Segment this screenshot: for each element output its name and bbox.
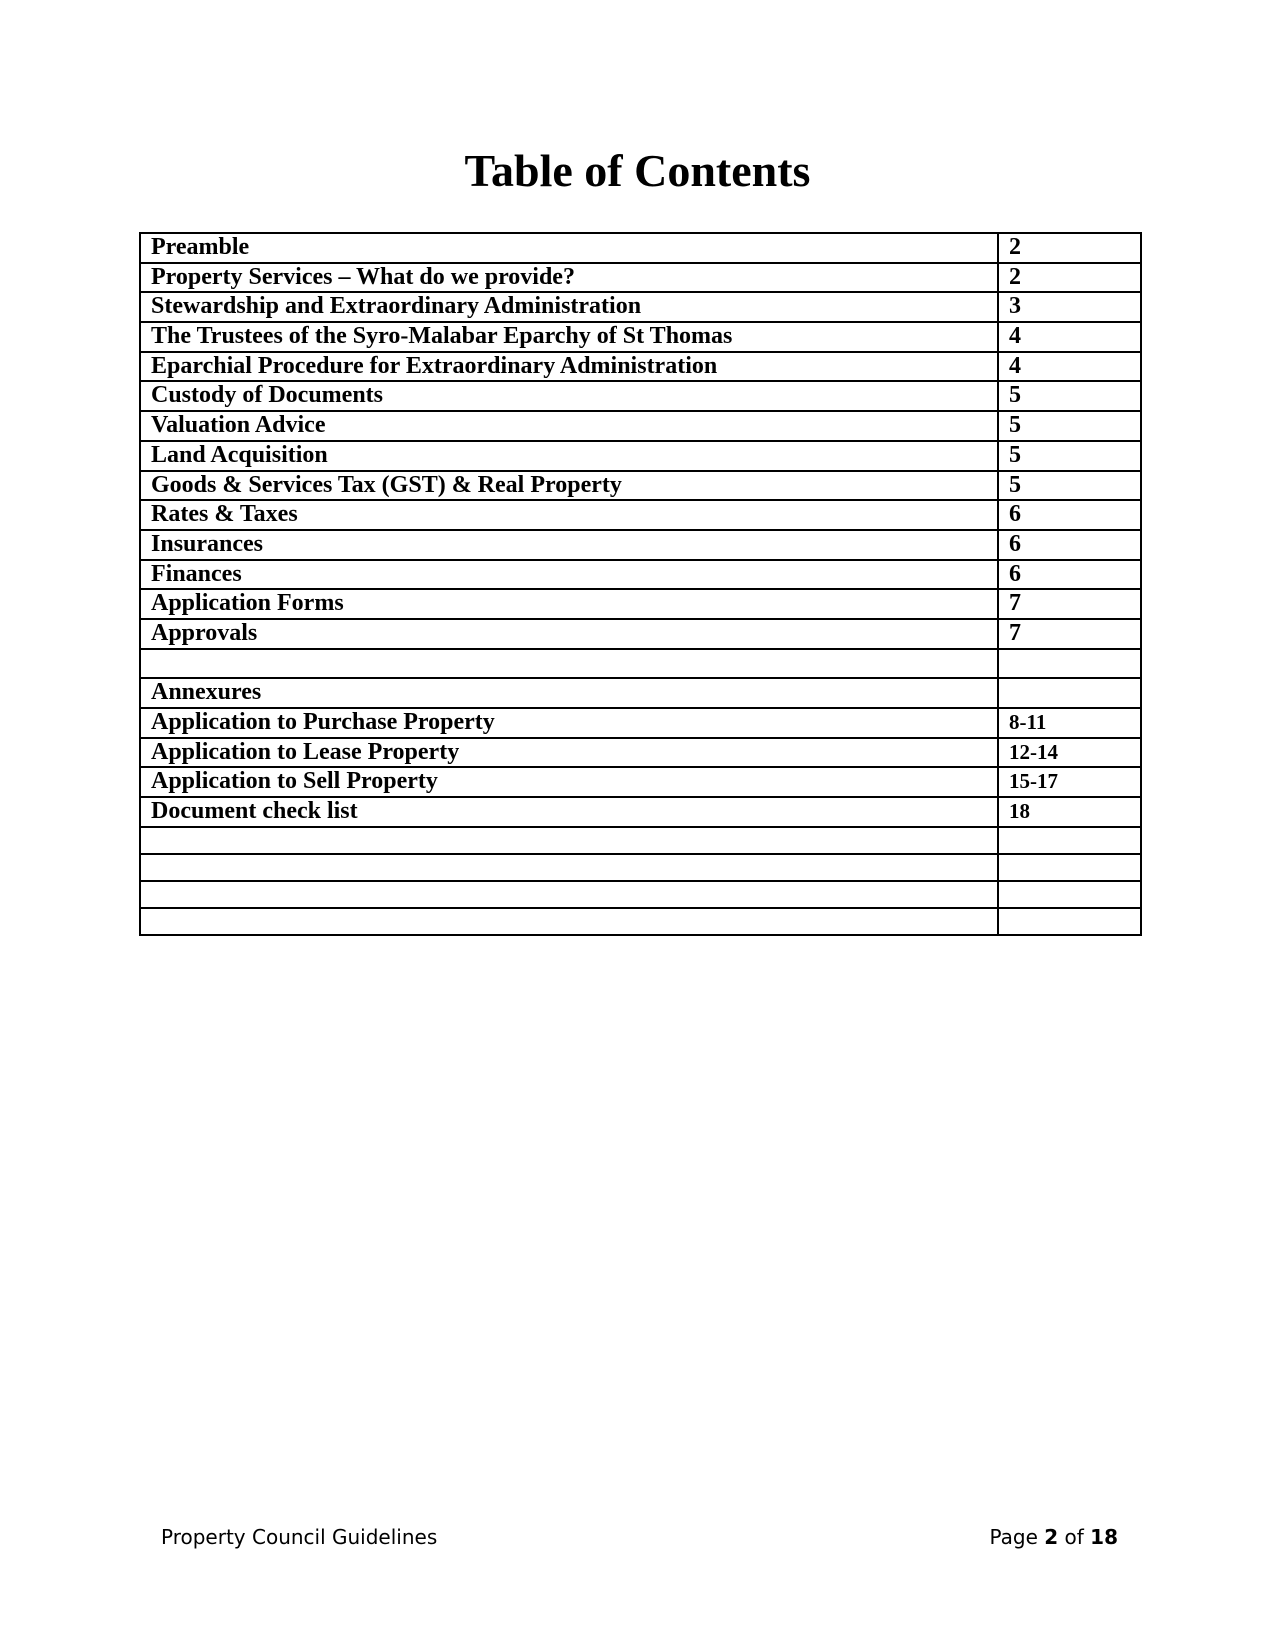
table-row <box>140 589 1141 619</box>
table-row <box>140 827 1141 854</box>
table-row <box>140 619 1141 649</box>
table-row <box>140 441 1141 471</box>
toc-entry-title <box>140 649 998 679</box>
table-row <box>140 471 1141 501</box>
table-row <box>140 530 1141 560</box>
toc-entry-page: 15-17 <box>998 767 1141 797</box>
toc-entry-page: 12-14 <box>998 738 1141 768</box>
toc-entry-page: 6 <box>998 500 1141 530</box>
table-row <box>140 322 1141 352</box>
toc-entry-page: 8-11 <box>998 708 1141 738</box>
footer-total-pages: 18 <box>1090 1525 1118 1549</box>
toc-section-heading: Annexures <box>140 678 998 708</box>
table-row <box>140 263 1141 293</box>
toc-entry-title: Insurances <box>140 530 998 560</box>
toc-entry-page: 4 <box>998 322 1141 352</box>
toc-entry-title: Finances <box>140 560 998 590</box>
toc-entry-title <box>140 854 998 881</box>
table-row <box>140 381 1141 411</box>
footer-page-label: Page <box>989 1525 1038 1549</box>
toc-entry-page <box>998 881 1141 908</box>
toc-entry-page: 2 <box>998 263 1141 293</box>
toc-entry-page: 4 <box>998 352 1141 382</box>
toc-entry-title: Eparchial Procedure for Extraordinary Administration <box>140 352 998 382</box>
table-row <box>140 908 1141 935</box>
table-row <box>140 738 1141 768</box>
toc-entry-page <box>998 908 1141 935</box>
toc-entry-page: 7 <box>998 619 1141 649</box>
toc-entry-title <box>140 908 998 935</box>
toc-entry-title: Approvals <box>140 619 998 649</box>
footer-of-label: of <box>1064 1525 1084 1549</box>
table-of-contents <box>139 232 1142 936</box>
toc-entry-title <box>140 881 998 908</box>
toc-entry-title: Rates & Taxes <box>140 500 998 530</box>
footer-current-page: 2 <box>1044 1525 1059 1549</box>
footer-document-title: Property Council Guidelines <box>161 1525 438 1549</box>
toc-entry-page <box>998 678 1141 708</box>
toc-entry-title: Preamble <box>140 233 998 263</box>
table-row <box>140 767 1141 797</box>
toc-entry-title: Application to Sell Property <box>140 767 998 797</box>
table-row <box>140 678 1141 708</box>
toc-entry-page: 5 <box>998 471 1141 501</box>
page-title: Table of Contents <box>464 145 811 196</box>
toc-entry-title: Land Acquisition <box>140 441 998 471</box>
toc-entry-title: Application to Purchase Property <box>140 708 998 738</box>
toc-entry-title: Valuation Advice <box>140 411 998 441</box>
toc-entry-page: 3 <box>998 292 1141 322</box>
table-row <box>140 500 1141 530</box>
toc-entry-page: 7 <box>998 589 1141 619</box>
toc-entry-title: Application Forms <box>140 589 998 619</box>
toc-entry-title: The Trustees of the Syro-Malabar Eparchy of St Thomas <box>140 322 998 352</box>
toc-entry-page: 5 <box>998 441 1141 471</box>
toc-entry-title: Stewardship and Extraordinary Administration <box>140 292 998 322</box>
table-row <box>140 292 1141 322</box>
toc-entry-title: Custody of Documents <box>140 381 998 411</box>
toc-entry-page <box>998 827 1141 854</box>
toc-entry-title: Property Services – What do we provide? <box>140 263 998 293</box>
toc-entry-page: 5 <box>998 381 1141 411</box>
table-row <box>140 352 1141 382</box>
toc-entry-title: Application to Lease Property <box>140 738 998 768</box>
table-row <box>140 854 1141 881</box>
table-row <box>140 708 1141 738</box>
footer-page-number <box>989 1524 1118 1550</box>
toc-entry-page: 2 <box>998 233 1141 263</box>
toc-entry-page <box>998 854 1141 881</box>
toc-entry-page: 6 <box>998 530 1141 560</box>
table-row <box>140 881 1141 908</box>
toc-entry-page: 6 <box>998 560 1141 590</box>
table-row <box>140 411 1141 441</box>
toc-entry-page <box>998 649 1141 679</box>
toc-entry-page: 5 <box>998 411 1141 441</box>
toc-entry-title: Goods & Services Tax (GST) & Real Property <box>140 471 998 501</box>
toc-entry-title: Document check list <box>140 797 998 827</box>
table-row <box>140 560 1141 590</box>
table-row <box>140 797 1141 827</box>
toc-entry-page: 18 <box>998 797 1141 827</box>
table-row <box>140 649 1141 679</box>
toc-entry-title <box>140 827 998 854</box>
table-row <box>140 233 1141 263</box>
